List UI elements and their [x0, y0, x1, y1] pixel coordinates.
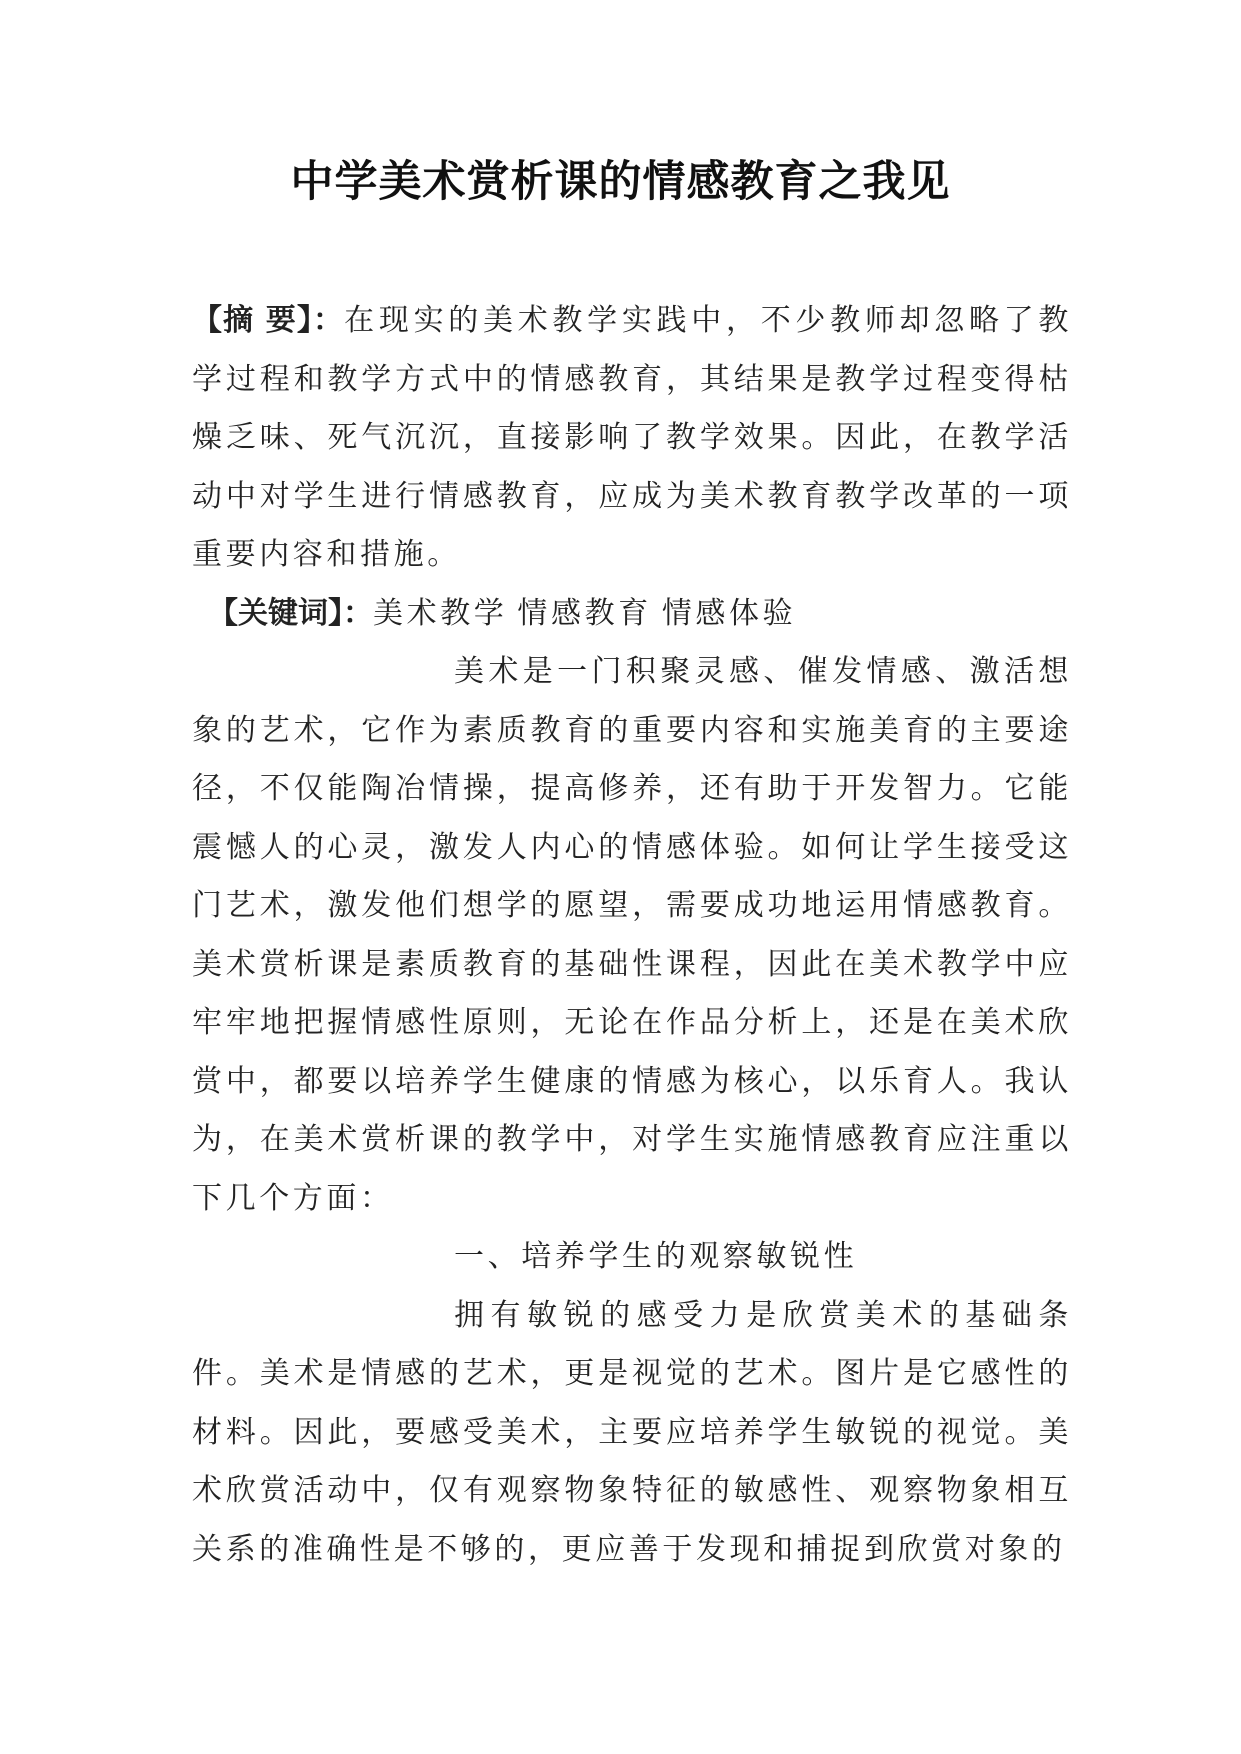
document-body: [192, 292, 1072, 1579]
abstract-text: 在现实的美术教学实践中，不少教师却忽略了教学过程和教学方式中的情感教育，其结果是教学过程变得枯燥乏味、死气沉沉，直接影响了教学效果。因此，在教学活动中对学生进行情感教育，应成为美术教育教学改革的一项重要内容和措施。: [192, 303, 1072, 572]
keywords-line: [192, 585, 1072, 644]
keyword-item: 情感教育: [517, 595, 652, 631]
intro-paragraph: 美术是一门积聚灵感、催发情感、激活想象的艺术，它作为素质教育的重要内容和实施美育的主要途径，不仅能陶冶情操，提高修养，还有助于开发智力。它能震憾人的心灵，激发人内心的情感体验。如何让学生接受这门艺术，激发他们想学的愿望，需要成功地运用情感教育。美术赏析课是素质教育的基础性课程，因此在美术教学中应牢牢地把握情感性原则，无论在作品分析上，还是在美术欣赏中，都要以培养学生健康的情感为核心，以乐育人。我认为，在美术赏析课的教学中，对学生实施情感教育应注重以下几个方面：: [192, 654, 1072, 1216]
abstract-paragraph: [192, 292, 1072, 585]
document-title: 中学美术赏析课的情感教育之我见: [290, 157, 951, 207]
section-paragraph: 拥有敏锐的感受力是欣赏美术的基础条件。美术是情感的艺术，更是视觉的艺术。图片是它感性的材料。因此，要感受美术，主要应培养学生敏锐的视觉。美术欣赏活动中，仅有观察物象特征的敏感性、观察物象相互关系的准确性是不够的，更应善于发现和捕捉到欣赏对象的: [192, 1297, 1072, 1567]
keyword-item: 情感体验: [661, 595, 797, 631]
abstract-label: 【摘 要】: [192, 303, 314, 338]
keywords-label: 【关键词】: [208, 595, 343, 631]
keywords-colon: ：: [343, 595, 373, 631]
section-heading: 一、培养学生的观察敏锐性: [454, 1239, 858, 1274]
abstract-colon: ：: [313, 303, 345, 338]
keyword-item: 美术教学: [373, 595, 508, 631]
